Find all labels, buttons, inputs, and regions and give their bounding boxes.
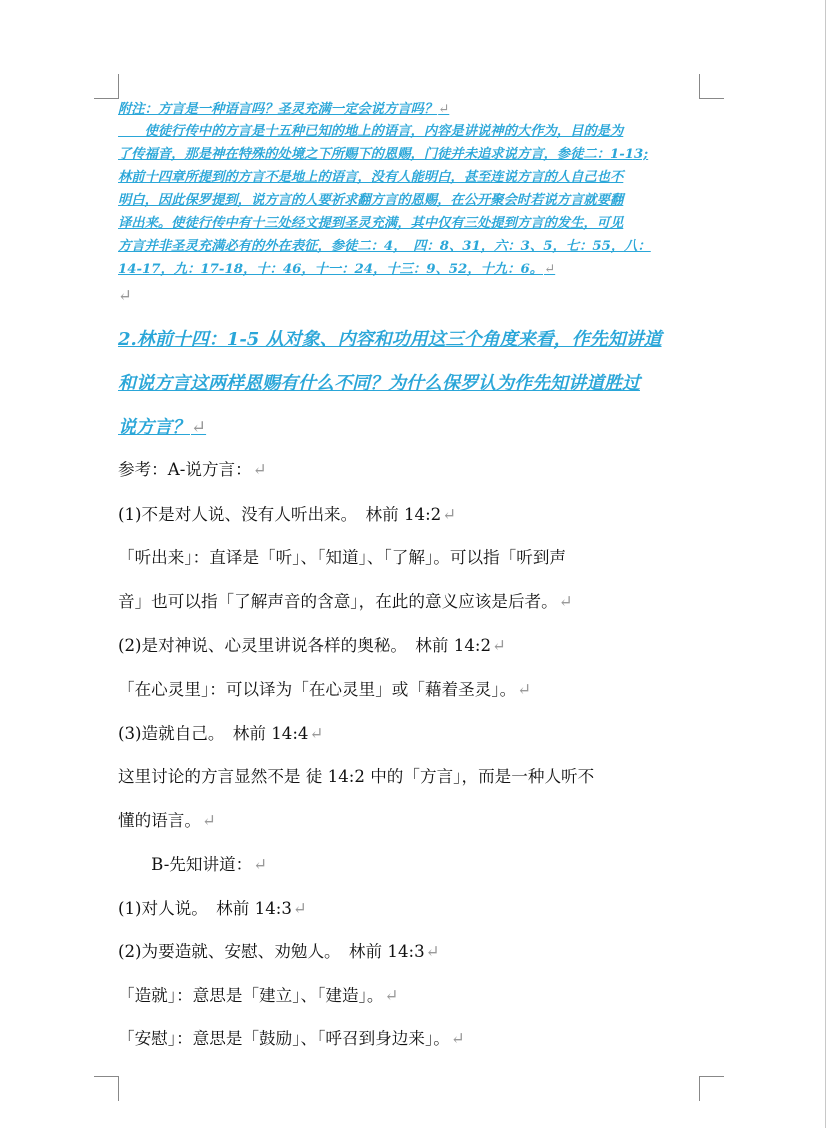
point-a3: (3)造就自己。 林前 14:4↵ <box>118 724 324 743</box>
question-line: 和说方言这两样恩赐有什么不同？为什么保罗认为作先知讲道胜过 <box>118 373 640 394</box>
note-line: 林前十四章所提到的方言不是地上的语言，没有人能明白，甚至连说方言的人自己也不 <box>118 170 624 185</box>
point-a2: (2)是对神说、心灵里讲说各样的奥秘。 林前 14:2↵ <box>118 636 506 655</box>
reference-a-heading: 参考：A-说方言：↵ <box>118 460 267 479</box>
note-line: 方言并非圣灵充满必有的外在表征，参徒二：4， 四：8、31，六：3、5，七：55，八： <box>118 239 651 254</box>
note-line: 附注：方言是一种语言吗？圣灵充满一定会说方言吗？↵ <box>118 102 450 117</box>
note-line: 14-17，九：17-18，十：46，十一：24，十三：9、52，十九：6。↵ <box>118 262 556 277</box>
point-b2: (2)为要造就、安慰、劝勉人。 林前 14:3↵ <box>118 942 440 961</box>
note-line: 使徒行传中的方言是十五种已知的地上的语言，内容是讲说神的大作为，目的是为 <box>118 124 624 139</box>
note-line: 了传福音，那是神在特殊的处境之下所赐下的恩赐，门徒并未追求说方言，参徒二：1-13; <box>118 147 649 162</box>
crop-mark-top-right <box>699 74 724 99</box>
question-line: 2.林前十四：1-5 从对象、内容和功用这三个角度来看，作先知讲道 <box>118 329 662 350</box>
reference-b-heading: B-先知讲道：↵ <box>118 855 268 874</box>
point-a3-note: 懂的语言。↵ <box>118 811 216 830</box>
point-a2-note: 「在心灵里」：可以译为「在心灵里」或「藉着圣灵」。↵ <box>118 680 532 699</box>
crop-mark-bottom-left <box>94 1076 119 1101</box>
note-line: 译出来。使徒行传中有十三处经文提到圣灵充满，其中仅有三处提到方言的发生，可见 <box>118 216 624 231</box>
empty-paragraph-mark: ↵ <box>118 286 132 305</box>
crop-mark-top-left <box>94 74 119 99</box>
crop-mark-bottom-right <box>699 1076 724 1101</box>
point-a1-note: 音」也可以指「了解声音的含意」，在此的意义应该是后者。↵ <box>118 592 573 611</box>
paragraph-mark: ↵ <box>191 417 207 438</box>
point-a1-note: 「听出来」：直译是「听」、「知道」、「了解」。可以指「听到声 <box>118 548 567 567</box>
note-line: 明白，因此保罗提到，说方言的人要祈求翻方言的恩赐，在公开聚会时若说方言就要翻 <box>118 193 624 208</box>
point-b1: (1)对人说。 林前 14:3↵ <box>118 899 307 918</box>
question-line: 说方言？↵ <box>118 417 207 438</box>
paragraph-mark: ↵ <box>438 102 450 117</box>
point-a1: (1)不是对人说、没有人听出来。 林前 14:2↵ <box>118 505 457 524</box>
point-b2-note: 「造就」：意思是「建立」、「建造」。↵ <box>118 986 399 1005</box>
point-b2-note: 「安慰」：意思是「鼓励」、「呼召到身边来」。↵ <box>118 1029 465 1048</box>
point-a3-note: 这里讨论的方言显然不是 徒 14:2 中的「方言」，而是一种人听不 <box>118 767 595 786</box>
paragraph-mark: ↵ <box>544 262 556 277</box>
